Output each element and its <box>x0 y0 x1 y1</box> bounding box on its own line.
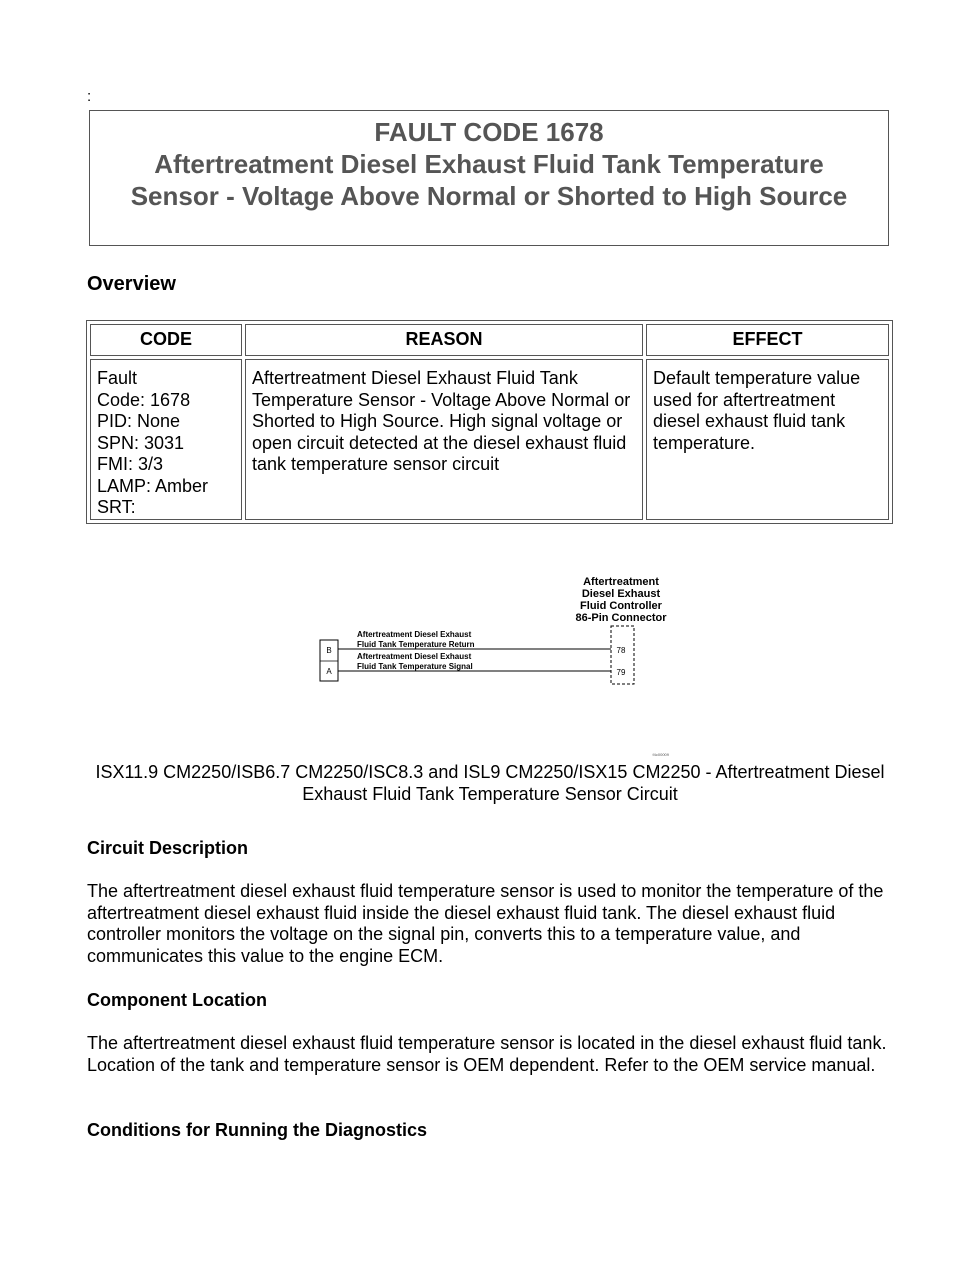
code-line-fmi: FMI: 3/3 <box>97 454 164 474</box>
connector-pin-78: 78 <box>616 646 626 655</box>
leading-colon: : <box>87 88 92 105</box>
fault-code-title: FAULT CODE 1678 <box>374 117 604 147</box>
reason-cell: Aftertreatment Diesel Exhaust Fluid Tank Temperature Sensor - Voltage Above Normal or Shorted to High Source. High signal voltage or open circuit detected at the diesel exhaust fluid tank temperature sensor circuit <box>245 359 643 520</box>
connector-title-line-1: Aftertreatment <box>583 576 659 588</box>
code-line-srt: SRT: <box>97 497 136 517</box>
circuit-description-heading: Circuit Description <box>87 838 249 858</box>
return-wire-label-1: Aftertreatment Diesel Exhaust <box>357 630 472 639</box>
code-line-spn: SPN: 3031 <box>97 432 185 453</box>
figure-id: f4c00009 <box>652 752 669 757</box>
sensor-pin-b: B <box>326 646 332 655</box>
component-location-text: The aftertreatment diesel exhaust fluid temperature sensor is located in the diesel exhaust fluid tank. Location of the tank and temperature sensor is OEM dependent. Refer to the OEM service manual. <box>87 1033 887 1075</box>
connector-title-line-4: 86-Pin Connector <box>575 612 667 624</box>
signal-wire-label-1: Aftertreatment Diesel Exhaust <box>357 652 472 661</box>
code-cell <box>90 359 242 520</box>
return-wire-label-2: Fluid Tank Temperature Return <box>357 640 475 649</box>
connector-pin-79: 79 <box>616 668 626 677</box>
conditions-heading: Conditions for Running the Diagnostics <box>87 1120 427 1140</box>
sensor-pin-a: A <box>326 667 332 676</box>
connector-title-line-3: Fluid Controller <box>580 600 662 612</box>
connector-title-line-2: Diesel Exhaust <box>581 588 661 600</box>
code-line-code: Code: 1678 <box>97 389 191 410</box>
column-header-reason: REASON <box>245 324 643 356</box>
effect-cell: Default temperature value used for aftertreatment diesel exhaust fluid tank temperature. <box>646 359 889 520</box>
overview-heading: Overview <box>87 273 176 295</box>
fault-overview-table <box>86 320 893 524</box>
circuit-description-text: The aftertreatment diesel exhaust fluid temperature sensor is used to monitor the temperature of the aftertreatment diesel exhaust fluid inside the diesel exhaust fluid tank. The diesel exhaust fluid controller monitors the voltage on the signal pin, converts this to a temperature value, and communicates this value to the engine ECM. <box>87 881 884 966</box>
component-location-heading: Component Location <box>87 990 267 1010</box>
code-line-lamp: LAMP: Amber <box>97 475 209 496</box>
fault-description-title: Aftertreatment Diesel Exhaust Fluid Tank Temperature Sensor - Voltage Above Normal or Shorted to High Source <box>130 149 848 211</box>
signal-wire-label-2: Fluid Tank Temperature Signal <box>357 662 473 671</box>
diagram-caption: ISX11.9 CM2250/ISB6.7 CM2250/ISC8.3 and ISL9 CM2250/ISX15 CM2250 - Aftertreatment Diesel Exhaust Fluid Tank Temperature Sensor Circuit <box>95 762 885 804</box>
column-header-effect: EFFECT <box>646 324 889 356</box>
table-row <box>90 359 889 520</box>
table-header-row <box>90 324 889 356</box>
circuit-diagram <box>316 573 676 763</box>
column-header-code: CODE <box>90 324 242 356</box>
code-line-fault: Fault <box>97 368 138 388</box>
code-line-pid: PID: None <box>97 411 181 431</box>
fault-title-box <box>89 110 889 246</box>
